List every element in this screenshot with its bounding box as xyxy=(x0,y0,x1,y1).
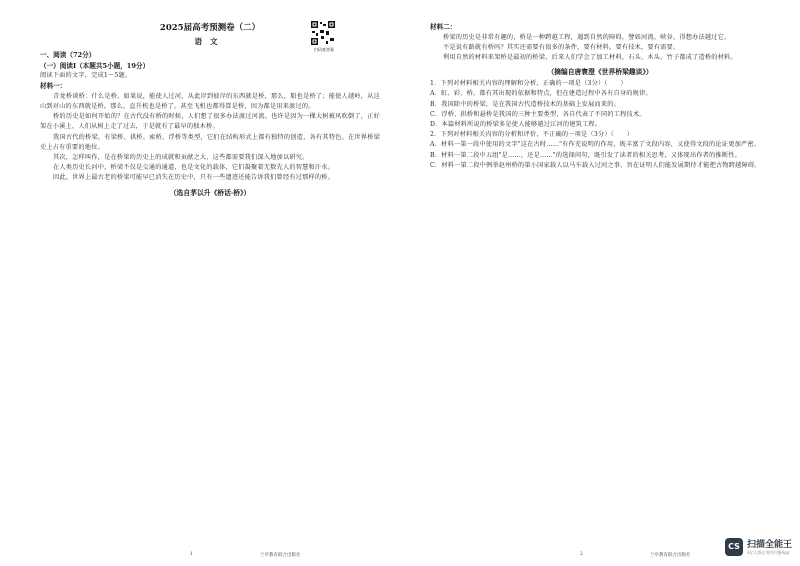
material-label: 材料一： xyxy=(40,82,67,91)
paragraph: 青龙桥谈桥：什么是桥，如果说，能使人过河，从此岸到彼岸的东西就是桥，那么，船也是桥了；能使人越岭，从这山到对山的东西就是桥，那么，直升机也是桥了。甚至飞机也都得算是桥，因为都是用来渡过的。 xyxy=(40,92,380,110)
subject-title: 语文 xyxy=(194,37,226,46)
publisher: 兰亭教育联合出版社 xyxy=(260,553,301,558)
paragraph: 桥梁的历史是非常有趣的，桥是一种跨越工程，遇到自然的障碍，譬如河流、峡谷，得想办法越过它。 xyxy=(443,33,731,41)
paragraph: 我国古代的桥梁，有梁桥、拱桥、索桥、浮桥等类型，它们在结构形式上都有独特的创造，各有其特色。在世界桥梁史上占有重要的地位。 xyxy=(40,133,380,151)
question-option: B．我国除中的桥梁，是在我国古代造桥技术的基础上发展而来的。 xyxy=(430,100,620,108)
watermark-name: 扫描全能王 xyxy=(746,540,792,550)
question-option: A．虹、彩、桥，都有其出现的依据和特点，但在建造过程中各有自身的规律。 xyxy=(430,90,652,98)
left-page xyxy=(40,22,380,558)
watermark-subtitle: 3亿人都在用的扫描App xyxy=(746,550,790,555)
qr-code-icon xyxy=(310,20,336,46)
question-option: C．浮桥、拱桥和悬桥是我国的三种主要类型，各自代表了不同的工程技术。 xyxy=(430,110,646,118)
paragraph: 利用自然的材料来架桥是最初的桥梁，后来人们学会了加工材料，石头、木头、竹子都成了造桥的材料。 xyxy=(443,53,737,61)
page-number: 2 xyxy=(580,552,583,557)
paragraph: 因此，世界上最古老的桥梁可能早已消失在历史中，只有一些遗迹还能告诉我们曾经有过那样的桥。 xyxy=(53,174,335,182)
question-option: D．本篇材料所说的桥梁多是使人能够越过江河的建筑工程。 xyxy=(430,120,602,128)
qr-label: 扫码查答案 xyxy=(314,47,334,52)
paragraph: 在人类历史长河中，桥梁不仅是交通的通道，也是文化的载体，它们凝聚着无数先人的智慧和汗水。 xyxy=(53,164,335,172)
publisher: 兰亭教育联合出版社 xyxy=(650,553,691,558)
question: 1．下列对材料相关内容的理解和分析，正确的一项是（3分）（ ） xyxy=(430,80,627,88)
part-heading: （一）阅读Ⅰ（本题共5小题，19分） xyxy=(40,61,150,70)
exam-title: 2025届高考预测卷（二） xyxy=(159,23,261,33)
source-citation: （摘编自唐寰澄《世界桥梁趣谈》） xyxy=(547,68,653,77)
paragraph: 不是说有路就有桥吗？其实还需要有很多的条件，要有材料，要有技术，要有需要。 xyxy=(443,43,680,51)
question-option: A．材料一第一段中使用的文字"这在古时……"有作充说明的作用，既丰富了文段内容，又使得文段的论证更加严密。 xyxy=(430,141,761,149)
paragraph: 桥的历史是如何开始的？在古代没有桥的时候，人们想了很多办法渡过河流。也许是因为一棵大树被风吹倒了，正好架在小溪上，人们从树上走了过去，于是就有了最早的独木桥。 xyxy=(40,113,380,131)
question: 2．下列对材料相关内容的分析和评价，不正确的一项是（3分）（ ） xyxy=(430,131,634,139)
paragraph: 其次，怎样叫作，是在桥梁的历史上的成就和贡献之大，这些都需要我们深入地加以研究。 xyxy=(53,153,309,161)
scanner-watermark xyxy=(725,537,792,556)
page-number: 1 xyxy=(190,552,193,557)
material-label: 材料二： xyxy=(430,23,457,31)
source-citation: （选自茅以升《桥话·桥》） xyxy=(169,188,251,197)
question-option: C．材料一第二段中例举赵州桥的第小国家载人以马车载入过河之事，旨在证明人们能发展期待才能把古物跨越障碍。 xyxy=(430,161,761,169)
camscanner-logo-icon: CS xyxy=(725,538,743,556)
question-option: B．材料一第二段中五组"是……，还是……"的选择问句，既引发了读者的相关思考，又体现出作者的推断性。 xyxy=(430,151,742,159)
instruction: 阅读下面的文字，完成1～5题。 xyxy=(40,72,132,79)
section-heading: 一、阅读（72分） xyxy=(40,51,96,59)
